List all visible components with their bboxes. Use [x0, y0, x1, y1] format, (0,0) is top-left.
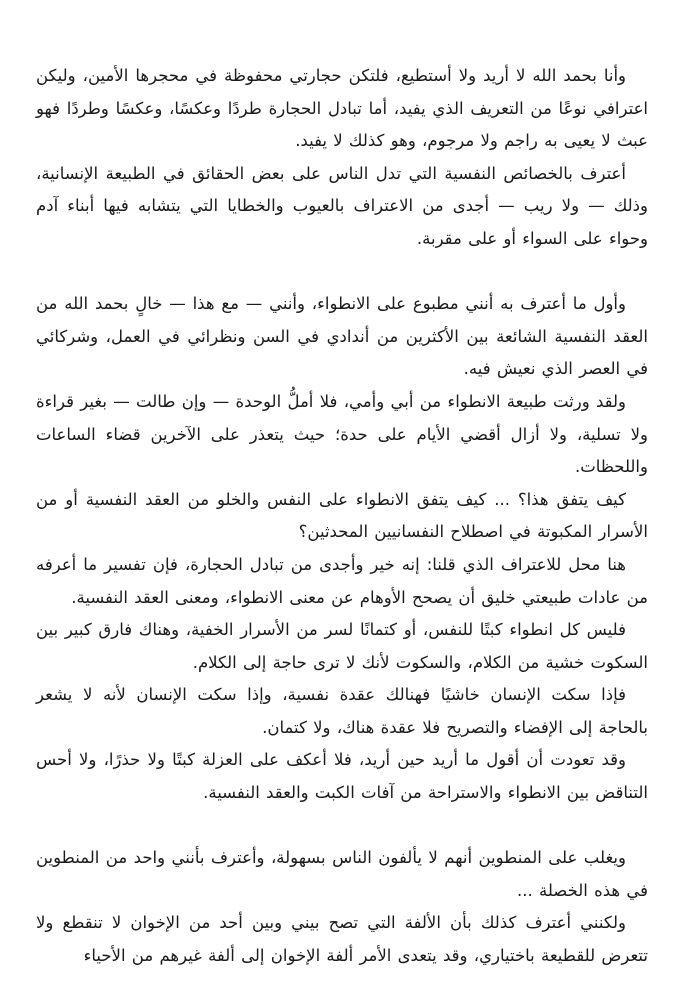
- paragraph: وأول ما أعترف به أنني مطبوع على الانطواء، وأنني — مع هذا — خالٍ بحمد الله من العقد النفسية الشائعة بين الأكثرين من أندادي في السن ونظرائي في العمل، وشركائي في العصر الذي نعيش فيه.: [36, 294, 648, 379]
- paragraph: أعترف بالخصائص النفسية التي تدل الناس على بعض الحقائق في الطبيعة الإنسانية، وذلك — ولا ريب — أجدى من الاعتراف بالعيوب والخطايا التي يتشابه فيها أبناء آدم وحواء على السواء أو على مقربة.: [36, 163, 648, 248]
- document-body: [36, 60, 648, 973]
- paragraph: ويغلب على المنطوين أنهم لا يألفون الناس بسهولة، وأعترف بأنني واحد من المنطوين في هذه الخصلة ...: [36, 848, 648, 900]
- section-gap: [36, 810, 648, 843]
- paragraph: ولكنني أعترف كذلك بأن الألفة التي تصح بيني وبين أحد من الإخوان لا تنقطع ولا تتعرض للقطيعة باختياري، وقد يتعدى الأمر ألفة الإخوان إلى ألفة غيرهم من الأحياء: [36, 913, 648, 966]
- paragraph: وقد تعودت أن أقول ما أريد حين أريد، فلا أعكف على العزلة كبتًا ولا حذرًا، ولا أحس التناقض بين الانطواء والاستراحة من آفات الكبت والعقد النفسية.: [36, 750, 648, 803]
- paragraph: هنا محل للاعتراف الذي قلنا: إنه خير وأجدى من تبادل الحجارة، فإن تفسير ما أعرفه من عادات طبيعتي خليق أن يصحح الأوهام عن معنى الانطواء، ومعنى العقد النفسية.: [36, 554, 648, 607]
- paragraph: ولقد ورثت طبيعة الانطواء من أبي وأمي، فلا أملُّ الوحدة — وإن طالت — بغير قراءة ولا تسلية، ولا أزال أقضي الأيام على حدة؛ حيث يتعذر على الآخرين قضاء الساعات واللحظات.: [36, 391, 648, 477]
- paragraph: كيف يتفق هذا؟ ... كيف يتفق الانطواء على النفس والخلو من العقد النفسية أو من الأسرار المكبوتة في اصطلاح النفسانيين المحدثين؟: [36, 489, 648, 542]
- section-gap: [36, 256, 648, 289]
- paragraph: وأنا بحمد الله لا أريد ولا أستطيع، فلتكن حجارتي محفوظة في محجرها الأمين، وليكن اعترافي نوعًا من التعريف الذي يفيد، أما تبادل الحجارة طردًا وعكسًا، وعكسًا وطردًا فهو عبث لا يعيى به راجم ولا مرجوم، وهو كذلك لا يفيد.: [36, 66, 648, 151]
- paragraph: فليس كل انطواء كبتًا للنفس، أو كتمانًا لسر من الأسرار الخفية، وهناك فارق كبير بين السكوت خشية من الكلام، والسكوت لأنك لا ترى حاجة إلى الكلام.: [36, 620, 648, 672]
- paragraph: فإذا سكت الإنسان خاشيًا فهنالك عقدة نفسية، وإذا سكت الإنسان لأنه لا يشعر بالحاجة إلى الإفضاء والتصريح فلا عقدة هناك، ولا كتمان.: [36, 685, 648, 737]
